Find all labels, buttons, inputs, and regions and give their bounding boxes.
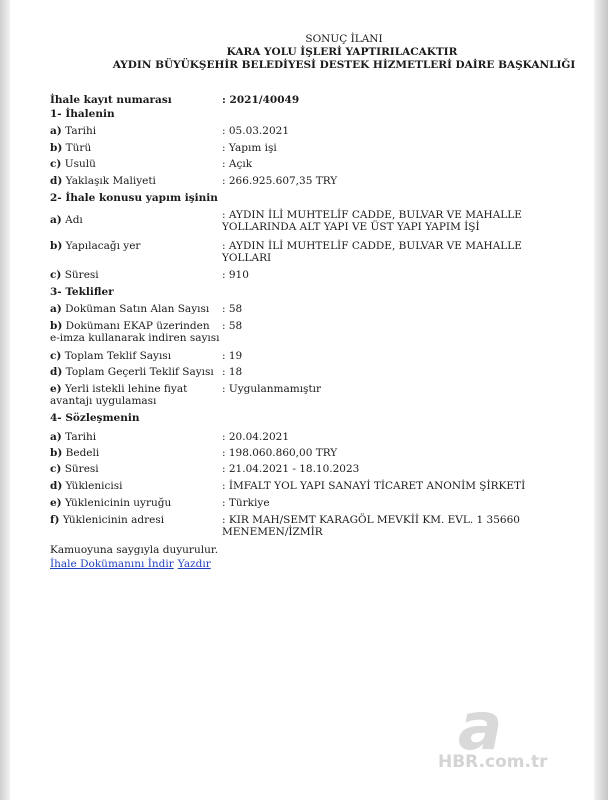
section-title: 2- İhale konusu yapım işinin [50, 192, 218, 204]
download-documents-link[interactable]: İhale Dokümanını İndir [50, 558, 174, 570]
print-link[interactable]: Yazdır [177, 558, 211, 570]
header-subject: KARA YOLU İŞLERİ YAPTIRILACAKTIR [226, 46, 458, 58]
section-title: 4- Sözleşmenin [50, 412, 140, 424]
registry-label: İhale kayıt numarası [50, 94, 172, 106]
page-edge-shadow-right [594, 0, 608, 800]
header-authority: AYDIN BÜYÜKŞEHİR BELEDİYESİ DESTEK HİZMETLERİ DAİRE BAŞKANLIĞI [112, 59, 576, 71]
logo-text: HBR.com.tr [438, 752, 548, 772]
registry-value: : 2021/40049 [222, 94, 300, 106]
header-title: SONUÇ İLANI [305, 33, 383, 45]
hbr-watermark-logo [430, 688, 580, 780]
logo-letter: a [458, 688, 503, 765]
page-edge-shadow-left [0, 0, 10, 800]
closing-text: Kamuoyuna saygıyla duyurulur. [50, 544, 219, 556]
section-title: 1- İhalenin [50, 108, 115, 120]
announcement-header [0, 33, 608, 72]
section-title: 3- Teklifler [50, 286, 114, 298]
announcement-footer [50, 543, 218, 571]
